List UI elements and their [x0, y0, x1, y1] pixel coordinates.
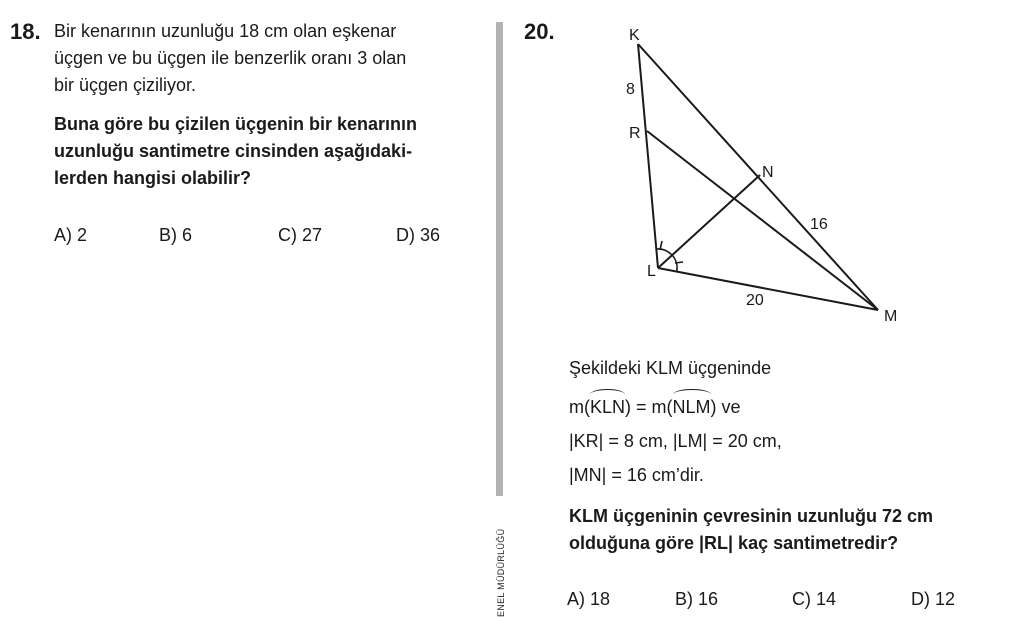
- question-20-prompt-line-1: KLM üçgeninin çevresinin uzunluğu 72 cm: [569, 506, 934, 526]
- segment-kl: [638, 44, 658, 268]
- paren-close-1: ): [625, 397, 632, 417]
- segment-rm: [647, 131, 878, 310]
- question-20-option-b[interactable]: B) 16: [675, 589, 719, 609]
- paren-open-1: (: [584, 397, 590, 417]
- question-20-statement-line-1: Şekildeki KLM üçgeninde: [569, 358, 772, 378]
- label-k: K: [629, 27, 640, 44]
- question-20-option-d[interactable]: D) 12: [911, 589, 956, 609]
- question-20-angle-equation: [569, 394, 741, 421]
- label-n: N: [762, 164, 774, 181]
- question-20-option-c[interactable]: C) 14: [792, 589, 837, 609]
- angle-kln: KLN: [590, 394, 625, 421]
- angle-tick-2: [675, 262, 683, 263]
- label-m: M: [884, 308, 898, 325]
- question-20-statement-line-3: |KR| = 8 cm, |LM| = 20 cm,: [569, 431, 782, 451]
- conjunction-ve: ve: [716, 397, 741, 417]
- paren-close-2: ): [710, 397, 717, 417]
- paren-open-2: (: [666, 397, 673, 417]
- question-20-statement-line-4: |MN| = 16 cm’dir.: [569, 465, 704, 485]
- label-r: R: [629, 125, 641, 142]
- question-18-prompt-line-2: uzunluğu santimetre cinsinden aşağıdaki-: [54, 141, 413, 161]
- question-18-prompt-line-3: lerden hangisi olabilir?: [54, 168, 252, 188]
- question-18-prompt-line-1: Buna göre bu çizilen üçgenin bir kenarının: [54, 114, 418, 134]
- label-l: L: [647, 263, 656, 280]
- equals-sign: =: [631, 397, 652, 417]
- question-18-text-line-2: üçgen ve bu üçgen ile benzerlik oranı 3 olan: [54, 48, 407, 68]
- question-18-option-d[interactable]: D) 36: [396, 225, 441, 245]
- question-18-text-line-1: Bir kenarının uzunluğu 18 cm olan eşkenar: [54, 21, 397, 41]
- segment-ln: [658, 175, 760, 268]
- label-lm-length: 20: [746, 292, 764, 309]
- question-18-option-b[interactable]: B) 6: [159, 225, 193, 245]
- label-kr-length: 8: [626, 81, 635, 98]
- question-18-option-c[interactable]: C) 27: [278, 225, 323, 245]
- angle-nlm: NLM: [673, 394, 711, 421]
- question-20-option-a[interactable]: A) 18: [567, 589, 611, 609]
- question-18-text-line-3: bir üçgen çiziliyor.: [54, 75, 197, 95]
- label-nm-length: 16: [810, 216, 828, 233]
- side-watermark-text: ENEL MÜDÜRLÜĞÜ: [496, 528, 506, 617]
- measure-symbol-1: m: [569, 397, 584, 417]
- measure-symbol-2: m: [651, 397, 667, 417]
- angle-arc-kln: [656, 249, 672, 255]
- question-18-option-a[interactable]: A) 2: [54, 225, 88, 245]
- question-20-prompt-line-2: olduğuna göre |RL| kaç santimetredir?: [569, 533, 899, 553]
- question-20-number: 20.: [524, 19, 555, 44]
- question-18-number: 18.: [10, 19, 41, 44]
